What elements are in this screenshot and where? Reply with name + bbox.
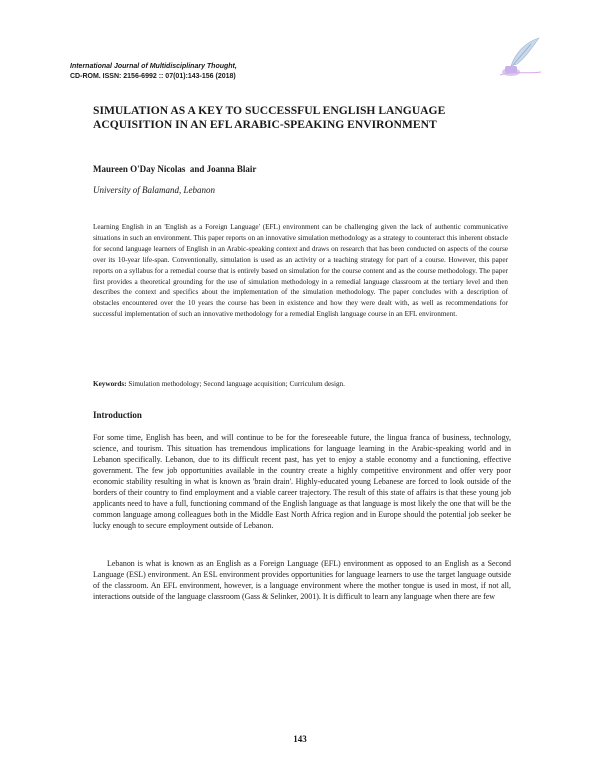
journal-issn: CD-ROM. ISSN: 2156-6992 :: 07(01):143-156 (2018) xyxy=(70,72,236,80)
intro-paragraph-2: Lebanon is what is known as an English as a Foreign Language (EFL) environment as opposed to an English as a Second Language (ESL) environment. An ESL environment provides opportunities for language learners to use the target language outside of the classroom. An EFL environment, however, is a language environment where the mother tongue is used in most, if not all, interactions outside of the language classroom (Gass & Selinker, 2001). It is difficult to learn any language when there are few xyxy=(93,559,511,601)
journal-header xyxy=(70,62,237,81)
intro-paragraph-1: For some time, English has been, and will continue to be for the foreseeable future, the lingua franca of business, technology, science, and tourism. This situation has tremendous implications for language learning in the Arabic-speaking world and in Lebanon specifically. Lebanon, due to its difficult recent past, has yet to enjoy a stable economy and a functioning, effective government. The few job opportunities available in the country create a highly competitive environment and offer very poor economic stability resulting in what is known as 'brain drain'. Highly-educated young Lebanese are forced to look outside of the borders of their country to find employment and a viable career trajectory. The result of this state of affairs is that these young job applicants need to have a full, functioning command of the English language as that language is most likely the one that will be the common language among colleagues both in the Middle East North Africa region and in Europe should the potential job seeker be lucky enough to secure employment outside of Lebanon. xyxy=(93,433,511,530)
keywords xyxy=(93,379,508,389)
abstract: Learning English in an 'English as a Foreign Language' (EFL) environment can be challenging given the lack of authentic communicative situations in such an environment. This paper reports on an innovative simulation methodology as a strategy to counteract this inherent obstacle for second language learners of English in an Arabic-speaking context and draws on research that has been conducted on aspects of the course over its 10-year life-span. Conventionally, simulation is used as an activity or a teaching strategy for part of a course. However, this paper reports on a syllabus for a remedial course that is entirely based on simulation for the course content and as the course methodology. The paper first provides a theoretical grounding for the use of simulation methodology in a remedial language classroom at the tertiary level and then describes the context and specifics about the implementation of the simulation methodology. The paper concludes with a description of obstacles encountered over the 10 years the course has been in existence and how they were dealt with, as well as recommendations for successful implementation of such an innovative methodology for a remedial English language course in an EFL environment. xyxy=(93,223,508,319)
page-number: 143 xyxy=(293,734,307,744)
keywords-list: Simulation methodology; Second language acquisition; Curriculum design. xyxy=(128,380,345,388)
quill-and-inkwell-icon xyxy=(497,36,543,78)
author-affiliation: University of Balamand, Lebanon xyxy=(93,185,215,195)
journal-name: International Journal of Multidisciplinary Thought, xyxy=(70,63,237,70)
paper-title: SIMULATION AS A KEY TO SUCCESSFUL ENGLISH LANGUAGE ACQUISITION IN AN EFL ARABIC-SPEAKING ENVIRONMENT xyxy=(93,104,446,131)
section-heading-introduction: Introduction xyxy=(93,410,142,420)
keywords-label: Keywords: xyxy=(93,380,127,388)
paper-authors: Maureen O'Day Nicolas and Joanna Blair xyxy=(93,164,257,174)
